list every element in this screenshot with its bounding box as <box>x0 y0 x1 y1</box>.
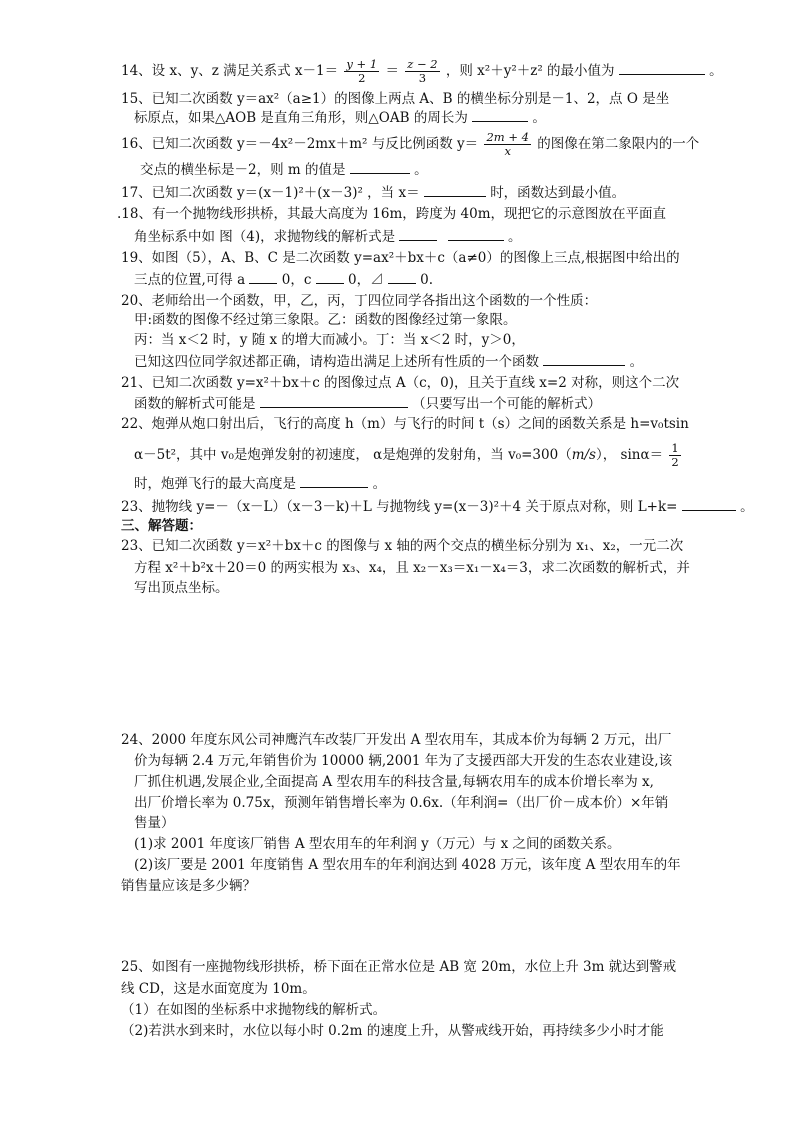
question-23b-line-2 <box>134 559 690 577</box>
q23a-answer-blank[interactable] <box>682 497 736 511</box>
q15-answer-blank[interactable] <box>472 108 528 122</box>
question-15-line-2 <box>134 108 546 127</box>
question-24-line-4 <box>134 794 668 812</box>
q20-text-4: 已知这四位同学叙述都正确，请构造出满足上述所有性质的一个函数 <box>134 354 539 370</box>
q21-text-2: 函数的解析式可能是 <box>134 396 256 412</box>
q23b-text-3: 写出顶点坐标。 <box>134 580 229 596</box>
question-17 <box>121 183 625 202</box>
question-20-line-1 <box>121 292 597 310</box>
q25-text-2: 线 CD，这是水面宽度为 10m。 <box>121 981 316 997</box>
q22-f-den: 2 <box>671 455 679 469</box>
q21-text-1: 21、已知二次函数 y=x²＋bx＋c 的图像过点 A（c，0)，且关于直线 x=2 对称，则这个二次 <box>121 375 680 391</box>
q18-end: 。 <box>508 229 522 245</box>
q17-suffix: 时，函数达到最小值。 <box>490 185 626 201</box>
q23a-text: 23、抛物线 y=－（x－L）（x－3－k)＋L 与抛物线 y=(x－3)²＋4 关于原点对称，则 L+k= <box>121 499 678 515</box>
question-25-line-4 <box>121 1022 664 1040</box>
question-22-line-1 <box>121 415 689 433</box>
q14-fraction-1 <box>344 58 379 85</box>
q18-text-2: 角坐标系中如 图（4)，求抛物线的解析式是 <box>134 229 396 245</box>
question-24-line-2 <box>134 752 672 770</box>
q14-f2-den: 3 <box>418 71 427 85</box>
q20-answer-blank[interactable] <box>543 352 625 366</box>
q16-suffix: 的图像在第二象限内的一个 <box>537 136 700 152</box>
q20-text-1: 20、老师给出一个函数，甲，乙，丙，丁四位同学各指出这个函数的一个性质： <box>121 293 598 309</box>
q14-answer-blank[interactable] <box>619 61 705 75</box>
q22-fraction <box>669 442 680 469</box>
q19-blank-c[interactable] <box>316 270 344 284</box>
q14-f2-num: z − 2 <box>407 57 438 71</box>
q18-text-1: .18、有一个抛物线形拱桥，其最大高度为 16m，跨度为 40m，现把它的示意图放在平面直 <box>117 206 667 222</box>
q22-f-num: 1 <box>671 441 679 455</box>
section-heading-answers: 三、解答题： <box>121 518 202 534</box>
q25-text-4: （2)若洪水到来时，水位以每小时 0.2m 的速度上升，从警戒线开始，再持续多少小时才能 <box>121 1023 664 1039</box>
q16-end: 。 <box>414 162 428 178</box>
q22-text-3: ）， sinα＝ <box>595 447 664 463</box>
question-20-line-2 <box>134 311 517 329</box>
q15-end: 。 <box>532 110 546 126</box>
q22-text-1: 22、炮弹从炮口射出后，飞行的高度 h（m）与飞行的时间 t（s）之间的函数关系是 h=v₀tsin <box>121 416 689 432</box>
q22-answer-blank[interactable] <box>300 474 368 488</box>
q20-text-3: 丙：当 x＜2 时，y 随 x 的增大而减小。丁：当 x＜2 时，y＞0， <box>134 332 525 348</box>
q19-text-c: 0，⊿ <box>347 272 384 288</box>
question-24-line-8 <box>121 877 256 895</box>
q25-text-3: （1）在如图的坐标系中求抛物线的解析式。 <box>121 1002 387 1018</box>
question-24-line-1 <box>121 731 671 749</box>
question-24-line-7 <box>134 856 681 874</box>
q14-eq: ＝ <box>385 63 399 79</box>
q14-end: 。 <box>709 63 723 79</box>
question-19-line-2 <box>134 270 433 289</box>
q14-fraction-2 <box>405 58 439 85</box>
question-25-line-2 <box>121 980 316 998</box>
q16-fraction <box>484 131 531 158</box>
question-21-line-1 <box>121 374 679 392</box>
q19-text-1: 19、如图（5），A、B、C 是二次函数 y=ax²＋bx＋c（a≠0）的图像上三点,根据图中给出的 <box>121 250 680 266</box>
question-24-line-5 <box>134 814 175 832</box>
q14-f1-num: y + 1 <box>346 57 378 71</box>
question-25-line-3 <box>121 1001 386 1019</box>
q22-text-2: α－5t²，其中 v₀是炮弹发射的初速度， α是炮弹的发射角，当 v₀=300（ <box>134 447 572 463</box>
q19-text-a: 三点的位置,可得 a <box>134 272 246 288</box>
q16-prefix: 16、已知二次函数 y＝－4x²－2mx＋m² 与反比例函数 y＝ <box>121 136 479 152</box>
q16-f-den: x <box>504 144 511 158</box>
question-15-line-1 <box>121 90 669 108</box>
question-16-line-2 <box>140 160 428 179</box>
q19-blank-delta[interactable] <box>388 270 416 284</box>
q17-answer-blank[interactable] <box>424 183 486 197</box>
question-20-line-4 <box>134 352 643 371</box>
q17-prefix: 17、已知二次函数 y＝(x－1)²＋(x－3)² ，当 x＝ <box>121 185 420 201</box>
q19-blank-a[interactable] <box>249 270 277 284</box>
question-25-line-1 <box>121 958 676 976</box>
question-20-line-3 <box>134 331 525 349</box>
q24-text-5: 售量） <box>134 815 175 831</box>
q18-answer-blank-2[interactable] <box>448 227 504 241</box>
q16-f-num: 2m + 4 <box>486 130 529 144</box>
q24-text-6: (1)求 2001 年度该厂销售 A 型农用车的年利润 y（万元）与 x 之间的函数关系。 <box>134 836 621 852</box>
question-19-line-1 <box>121 249 680 267</box>
question-18-line-2 <box>134 227 522 246</box>
q24-text-1: 24、2000 年度东风公司神鹰汽车改装厂开发出 A 型农用车，其成本价为每辆 2 万元，出厂 <box>121 732 672 748</box>
q23b-text-2: 方程 x²＋b²x＋20＝0 的两实根为 x₃、x₄，且 x₂－x₃＝x₁－x₄＝3，求二次函数的解析式，并 <box>134 560 690 576</box>
q19-text-b: 0，c <box>281 272 312 288</box>
q14-suffix: ，则 x²＋y²＋z² 的最小值为 <box>445 63 615 79</box>
q23b-text-1: 23、已知二次函数 y＝x²＋bx＋c 的图像与 x 轴的两个交点的横坐标分别为 x₁、x₂，一元二次 <box>121 538 684 554</box>
q16-answer-blank[interactable] <box>350 160 410 174</box>
question-23b-line-3 <box>134 579 229 597</box>
question-22-line-3 <box>134 474 386 493</box>
q15-text-1: 15、已知二次函数 y＝ax²（a≥1）的图像上两点 A、B 的横坐标分别是－1、2，点 O 是坐 <box>121 91 670 107</box>
q20-text-2: 甲:函数的图像不经过第三象限。乙：函数的图像经过第一象限。 <box>134 312 517 328</box>
q20-end: 。 <box>629 354 644 370</box>
q24-text-2: 价为每辆 2.4 万元,年销售价为 10000 辆,2001 年为了支援西部大开发的生态农业建设,该 <box>134 753 673 769</box>
q24-text-3: 厂抓住机遇,发展企业,全面提高 A 型农用车的科技含量,每辆农用车的成本价增长率为 x, <box>134 774 654 790</box>
q21-text-3: （只要写出一个可能的解析式） <box>412 396 602 412</box>
q24-text-8: 销售量应该是多少辆？ <box>121 878 256 894</box>
question-18-line-1 <box>117 205 666 223</box>
q18-answer-blank-1[interactable] <box>399 227 437 241</box>
question-24-line-6 <box>134 835 621 853</box>
question-24-line-3 <box>134 773 654 791</box>
question-23b-line-1 <box>121 537 683 555</box>
question-16-line-1 <box>121 131 699 158</box>
q24-text-7: (2)该厂要是 2001 年度销售 A 型农用车的年利润达到 4028 万元，该年度 A 型农用车的年 <box>134 857 681 873</box>
q15-text-2: 标原点，如果△AOB 是直角三角形，则△OAB 的周长为 <box>134 110 468 126</box>
q25-text-1: 25、如图有一座抛物线形拱桥，桥下面在正常水位是 AB 宽 20m，水位上升 3m 就达到警戒 <box>121 959 677 975</box>
q16-text-2: 交点的横坐标是－2，则 m 的值是 <box>140 162 346 178</box>
q24-text-4: 出厂价增长率为 0.75x，预测年销售增长率为 0.6x.（年利润=（出厂价－成本价）×年销 <box>134 795 669 811</box>
q19-text-d: 0. <box>420 272 434 288</box>
question-14 <box>121 58 723 85</box>
q22-text-4: 时，炮弹飞行的最大高度是 <box>134 476 296 492</box>
q22-end: 。 <box>372 476 387 492</box>
question-21-line-2 <box>134 394 601 413</box>
q14-f1-den: 2 <box>358 71 366 85</box>
q21-answer-blank[interactable] <box>260 394 408 408</box>
q23a-end: 。 <box>740 499 754 515</box>
q14-prefix: 14、设 x、y、z 满足关系式 x－1＝ <box>121 63 339 79</box>
question-23a <box>121 497 754 516</box>
q22-unit: m/s <box>571 447 596 463</box>
question-22-line-2 <box>134 442 683 469</box>
